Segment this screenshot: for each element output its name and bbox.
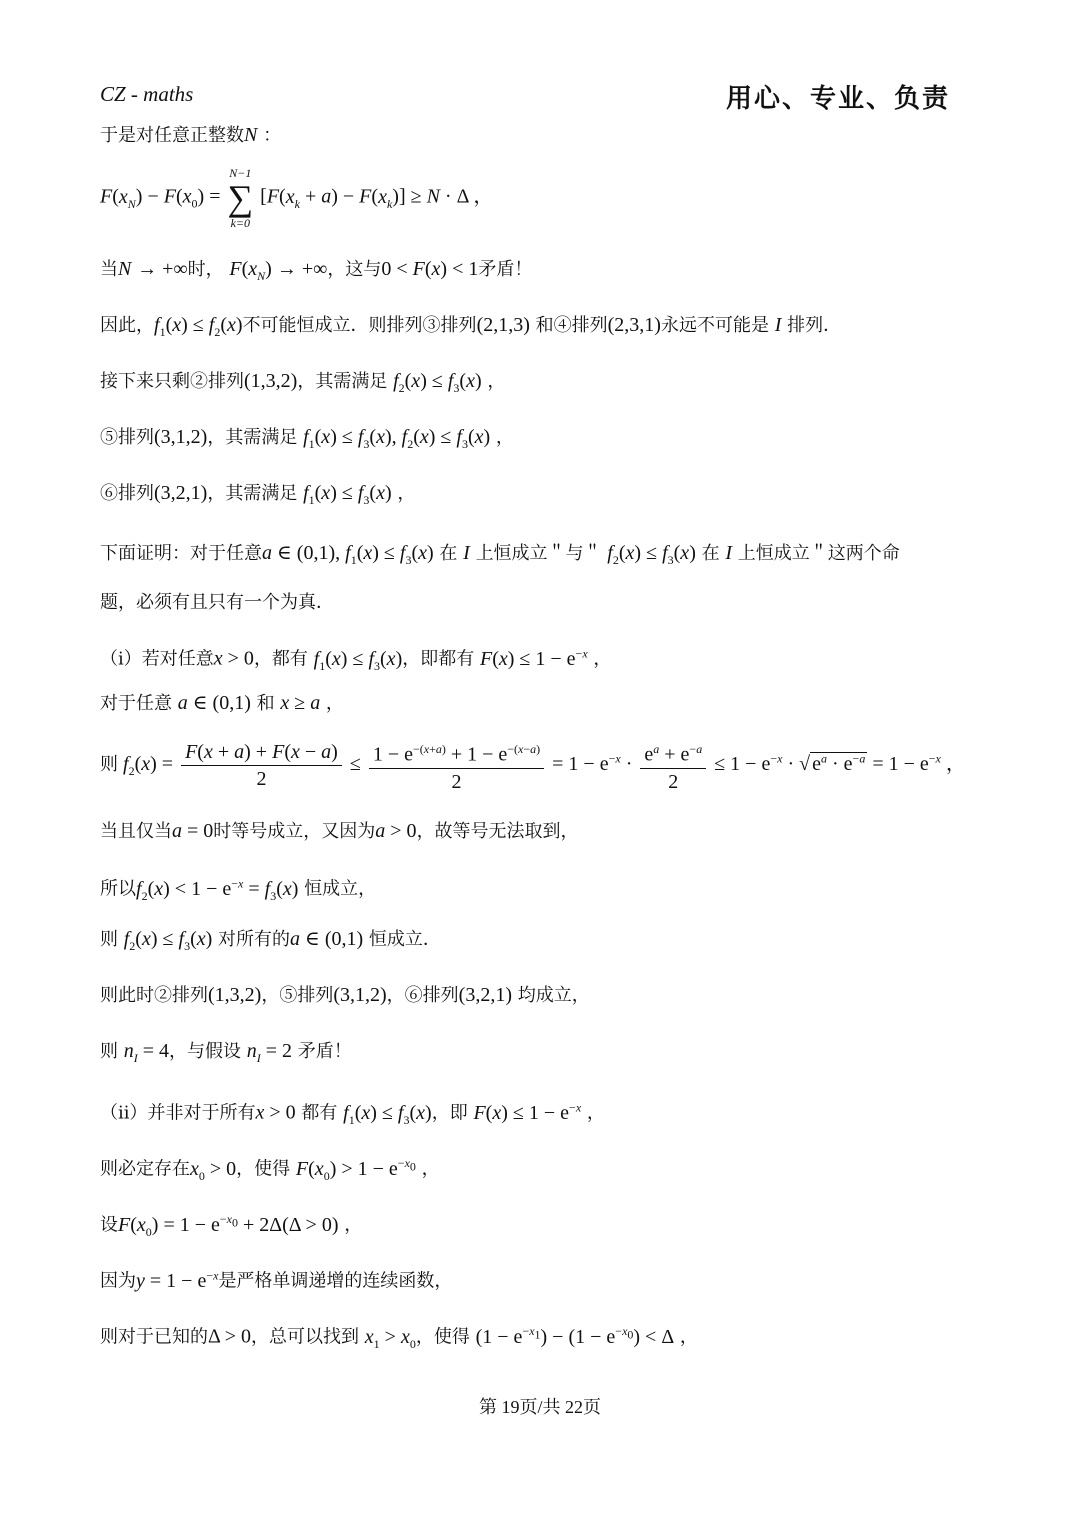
eq-f2: 则 $f_2(x)$ = $\frac{F(x + a) + F(x - a)}{2}$ ≤ $\frac{1 - e^{-(x+a)} + 1 - e^{-(x-a)}}{2}$ = $1 - e^{-x}$ · $\frac{e^a + e^{-a}}{2}$ ≤ $1 - e^{-x}$ · √ $e^a \cdot e^{-a} = 1 - e^{-x}$ ， xyxy=(100,736,966,795)
line-p5: ⑤排列(3,1,2)，其需满足 $f_1(x) \le f_3(x)$, $f_2(x) \le f_3(x)$ ， xyxy=(100,426,514,451)
line-therefore: 因此，$f_1(x) \le f_2(x)$不可能恒成立．则排列③排列(2,1,3) 和④排列(2,3,1)永远不可能是 I 排列． xyxy=(100,314,842,339)
line-eq-only: 当且仅当a = 0时等号成立，又因为a > 0，故等号无法取到， xyxy=(100,820,579,842)
line-case2: （ii）并非对于所有x > 0 都有 $f_1(x) \le f_3(x)$，即 $F(x) \le 1 - e^{-x}$ ， xyxy=(100,1100,605,1127)
line-prove2: 题，必须有且只有一个为真． xyxy=(100,592,334,613)
line-remain: 接下来只剩②排列(1,3,2)，其需满足 $f_2(x) \le f_3(x)$ ， xyxy=(100,370,506,395)
line-let: 设$F(x_0) = 1 - e^{-x_0} + 2\Delta(\Delta > 0)$ ， xyxy=(100,1212,363,1239)
eq-sum: $F(x_N) - F(x_0)$ = N−1 ∑ k=0 $[F(x_k + a) - F(x_k)] \ge N \cdot \Delta$ ， xyxy=(100,166,494,230)
line-so: 所以$f_2(x) < 1 - e^{-x} = f_3(x)$ 恒成立， xyxy=(100,876,377,903)
line-then-f2: 则 $f_2(x) \le f_3(x)$ 对所有的a ∈ (0,1) 恒成立． xyxy=(100,928,441,953)
line-must-exist: 则必定存在$x_0 > 0$，使得 $F(x_0) > 1 - e^{-x_0}$ ， xyxy=(100,1156,440,1183)
line-then-now: 则此时②排列(1,3,2)，⑤排列(3,1,2)，⑥排列(3,2,1) 均成立， xyxy=(100,984,590,1006)
line-case1: （i）若对任意x > 0，都有 $f_1(x) \le f_3(x)$，即都有 $F(x) \le 1 - e^{-x}$ ， xyxy=(100,646,612,673)
line-prove: 下面证明：对于任意a ∈ (0,1), $f_1(x) \le f_3(x)$ 在 I 上恒成立＂与＂ $f_2(x) \le f_3(x)$ 在 I 上恒成立＂这两个命 xyxy=(100,542,900,567)
line-forany: 对于任意 a ∈ (0,1) 和 x ≥ a ， xyxy=(100,692,344,714)
line-limit: 当N → +∞时， $F(x_N)$ → +∞，这与0 < F(x) < 1矛盾！ xyxy=(100,258,533,283)
line-intro: 于是对任意正整数N ： xyxy=(100,124,282,146)
line-because: 因为$y = 1 - e^{-x}$是严格单调递增的连续函数， xyxy=(100,1268,453,1292)
page-footer: 第 19页/共 22页 xyxy=(478,1397,601,1417)
line-known: 则对于已知的Δ > 0，总可以找到 $x_1 > x_0$，使得 $(1 - e^{-x_1}) - (1 - e^{-x_0}) < \Delta$ ， xyxy=(100,1324,698,1351)
header-left: CZ - maths xyxy=(100,82,194,106)
header-right: 用心、专业、负责 xyxy=(725,84,950,114)
line-p6: ⑥排列(3,2,1)，其需满足 $f_1(x) \le f_3(x)$ ， xyxy=(100,482,416,507)
line-nI: 则 $n_I = 4$，与假设 $n_I = 2$ 矛盾！ xyxy=(100,1040,352,1065)
